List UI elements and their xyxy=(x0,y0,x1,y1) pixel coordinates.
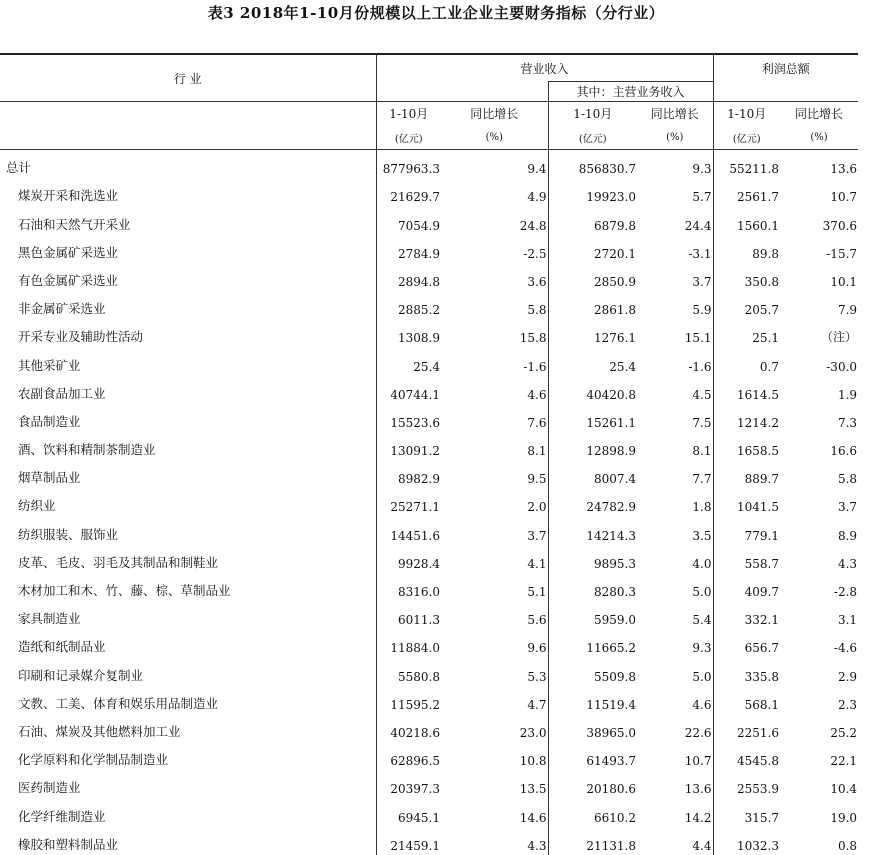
revenue-growth: 3.7 xyxy=(441,516,548,544)
industry-name: 造纸和纸制品业 xyxy=(0,629,376,657)
revenue-growth: 8.1 xyxy=(441,432,548,460)
table-row xyxy=(0,798,858,826)
profit-value: 89.8 xyxy=(752,246,780,261)
industry-name: 纺织业 xyxy=(0,488,376,516)
revenue-value: 25.4 xyxy=(413,359,440,374)
main-revenue-growth: 5.0 xyxy=(637,657,713,685)
revenue-growth: 14.6 xyxy=(441,798,548,826)
profit-value: 332.1 xyxy=(744,613,780,628)
revenue-value: 9928.4 xyxy=(398,556,440,571)
revenue-value: 6945.1 xyxy=(398,810,440,825)
profit-value: 1032.3 xyxy=(737,838,780,853)
profit-value: 4545.8 xyxy=(737,754,780,769)
revenue-value: 62896.5 xyxy=(390,754,440,769)
main-revenue-growth: 7.5 xyxy=(637,404,713,432)
profit-growth: 2.3 xyxy=(837,697,858,712)
industry-name: 其他采矿业 xyxy=(0,347,376,375)
profit-value: 335.8 xyxy=(744,669,780,684)
profit-growth: -4.6 xyxy=(833,641,858,656)
revenue-value: 11595.2 xyxy=(390,697,440,712)
table-row xyxy=(0,827,858,855)
main-revenue-value: 856830.7 xyxy=(578,162,636,177)
profit-value: 2553.9 xyxy=(737,782,780,797)
industry-name: 家具制造业 xyxy=(0,601,376,629)
main-growth-header: 同比增长 xyxy=(637,102,713,126)
revenue-value: 877963.3 xyxy=(382,162,440,177)
revenue-growth: 9.6 xyxy=(441,629,548,657)
industry-name: 烟草制品业 xyxy=(0,460,376,488)
revenue-value: 11884.0 xyxy=(390,641,440,656)
main-revenue-growth: 24.4 xyxy=(637,206,713,234)
main-revenue-growth: 1.8 xyxy=(637,488,713,516)
main-revenue-value: 40420.8 xyxy=(586,387,636,402)
revenue-value: 13091.2 xyxy=(390,444,440,459)
revenue-value: 21459.1 xyxy=(390,838,440,853)
main-revenue-value: 15261.1 xyxy=(586,415,636,430)
revenue-value: 15523.6 xyxy=(390,415,440,430)
revenue-value: 1308.9 xyxy=(398,331,440,346)
industry-name: 有色金属矿采选业 xyxy=(0,263,376,291)
revenue-growth-header: 同比增长 xyxy=(441,102,548,126)
revenue-value: 8982.9 xyxy=(398,472,440,487)
main-revenue-value: 20180.6 xyxy=(586,782,636,797)
main-revenue-value: 14214.3 xyxy=(586,528,636,543)
profit-growth-unit: (%) xyxy=(780,125,858,150)
main-revenue-value: 5509.8 xyxy=(594,669,636,684)
profit-value: 1658.5 xyxy=(737,444,780,459)
main-revenue-growth: 13.6 xyxy=(637,770,713,798)
profit-growth: 8.9 xyxy=(837,528,858,543)
main-revenue-value: 8280.3 xyxy=(594,585,636,599)
profit-growth-header: 同比增长 xyxy=(795,107,844,121)
industry-name: 化学原料和化学制品制造业 xyxy=(0,742,376,770)
revenue-value: 2885.2 xyxy=(398,303,440,318)
main-revenue-growth: 5.4 xyxy=(637,601,713,629)
industry-name: 石油、煤炭及其他燃料加工业 xyxy=(0,714,376,742)
main-revenue-growth: 4.6 xyxy=(637,686,713,714)
industry-name: 印刷和记录媒介复制业 xyxy=(0,657,376,685)
main-revenue-growth: -1.6 xyxy=(637,347,713,375)
industry-name: 总计 xyxy=(0,150,376,179)
table-row xyxy=(0,742,858,770)
profit-value: 1614.5 xyxy=(737,387,780,402)
industry-name: 煤炭开采和洗选业 xyxy=(0,178,376,206)
revenue-value: 14451.6 xyxy=(390,528,440,543)
industry-name: 农副食品加工业 xyxy=(0,376,376,404)
table-row xyxy=(0,770,858,798)
main-revenue-growth: 5.0 xyxy=(637,573,713,601)
industry-name: 黑色金属矿采选业 xyxy=(0,235,376,263)
main-business-group-header: 其中：主营业务收入 xyxy=(548,82,713,102)
profit-growth: 7.9 xyxy=(837,303,858,318)
revenue-growth: 5.1 xyxy=(441,573,548,601)
revenue-value: 6011.3 xyxy=(398,613,440,628)
main-revenue-value: 2861.8 xyxy=(594,303,636,318)
table-row xyxy=(0,347,858,375)
profit-growth: -30.0 xyxy=(826,359,858,374)
main-revenue-growth: 22.6 xyxy=(637,714,713,742)
profit-value: 55211.8 xyxy=(729,162,780,177)
profit-growth: 4.3 xyxy=(837,556,858,571)
main-revenue-growth: 3.5 xyxy=(637,516,713,544)
profit-value: 2561.7 xyxy=(737,190,780,205)
profit-growth: -15.7 xyxy=(826,246,858,261)
revenue-growth-unit: (%) xyxy=(441,125,548,150)
main-period-header: 1-10月 xyxy=(573,107,613,121)
profit-value: 205.7 xyxy=(744,303,780,318)
table-row xyxy=(0,545,858,573)
profit-value: 558.7 xyxy=(744,556,780,571)
main-revenue-growth: 3.7 xyxy=(637,263,713,291)
main-revenue-value: 9895.3 xyxy=(594,556,636,571)
main-revenue-growth: 8.1 xyxy=(637,432,713,460)
revenue-value: 8316.0 xyxy=(398,585,440,599)
main-revenue-growth: 7.7 xyxy=(637,460,713,488)
table-row xyxy=(0,488,858,516)
industry-name: 皮革、毛皮、羽毛及其制品和制鞋业 xyxy=(0,545,376,573)
main-revenue-value: 11519.4 xyxy=(586,697,636,712)
revenue-growth: 9.4 xyxy=(441,150,548,179)
table-row xyxy=(0,516,858,544)
industry-name: 石油和天然气开采业 xyxy=(0,206,376,234)
main-revenue-growth: 5.9 xyxy=(637,291,713,319)
main-revenue-value: 6879.8 xyxy=(594,218,636,233)
revenue-value: 21629.7 xyxy=(390,190,440,205)
profit-growth: 10.7 xyxy=(830,190,858,205)
table-row xyxy=(0,657,858,685)
profit-growth: 3.1 xyxy=(837,613,858,628)
table-row xyxy=(0,291,858,319)
financial-indicators-table xyxy=(0,53,858,855)
profit-value: 2251.6 xyxy=(737,725,780,740)
profit-value: 25.1 xyxy=(752,331,780,346)
revenue-growth: 10.8 xyxy=(441,742,548,770)
industry-name: 酒、饮料和精制茶制造业 xyxy=(0,432,376,460)
main-revenue-value: 5959.0 xyxy=(594,613,636,628)
profit-growth: 10.1 xyxy=(830,274,858,289)
industry-name: 食品制造业 xyxy=(0,404,376,432)
revenue-growth: 9.5 xyxy=(441,460,548,488)
main-revenue-value: 25.4 xyxy=(609,359,636,374)
profit-period-header: 1-10月 xyxy=(727,107,767,121)
table-row xyxy=(0,714,858,742)
revenue-growth: 7.6 xyxy=(441,404,548,432)
revenue-growth: 5.3 xyxy=(441,657,548,685)
table-row xyxy=(0,319,858,347)
industry-header: 行 业 xyxy=(0,54,376,102)
profit-value: 656.7 xyxy=(744,641,780,656)
profit-growth: 3.7 xyxy=(837,500,858,515)
revenue-value: 40218.6 xyxy=(390,725,440,740)
main-revenue-growth: 9.3 xyxy=(637,150,713,179)
revenue-growth: 5.8 xyxy=(441,291,548,319)
table-row xyxy=(0,235,858,263)
profit-growth: 13.6 xyxy=(830,162,858,177)
profit-growth: 16.6 xyxy=(830,444,858,459)
revenue-growth: -2.5 xyxy=(441,235,548,263)
revenue-value: 2894.8 xyxy=(398,274,440,289)
profit-growth: 370.6 xyxy=(822,218,858,233)
main-revenue-value: 24782.9 xyxy=(586,500,636,515)
industry-name: 开采专业及辅助性活动 xyxy=(0,319,376,347)
profit-growth: 7.3 xyxy=(837,415,858,430)
profit-growth: -2.8 xyxy=(833,585,858,599)
revenue-growth: 24.8 xyxy=(441,206,548,234)
main-unit: (亿元) xyxy=(548,125,637,150)
profit-growth: 1.9 xyxy=(837,387,858,402)
table-row xyxy=(0,206,858,234)
revenue-growth: 13.5 xyxy=(441,770,548,798)
profit-growth: 5.8 xyxy=(837,472,858,487)
table-row-total xyxy=(0,150,858,179)
table-row xyxy=(0,376,858,404)
main-revenue-growth: 5.7 xyxy=(637,178,713,206)
revenue-growth: 23.0 xyxy=(441,714,548,742)
revenue-value: 20397.3 xyxy=(390,782,440,797)
table-row xyxy=(0,263,858,291)
profit-growth: 0.8 xyxy=(837,838,858,853)
revenue-value: 7054.9 xyxy=(398,218,440,233)
table-row xyxy=(0,686,858,714)
main-revenue-value: 2720.1 xyxy=(594,246,636,261)
main-revenue-value: 2850.9 xyxy=(594,274,636,289)
revenue-growth: 2.0 xyxy=(441,488,548,516)
main-revenue-value: 19923.0 xyxy=(586,190,636,205)
industry-name: 文教、工美、体育和娱乐用品制造业 xyxy=(0,686,376,714)
revenue-growth: 4.3 xyxy=(441,827,548,855)
profit-growth: （注） xyxy=(821,330,858,345)
revenue-growth: 5.6 xyxy=(441,601,548,629)
profit-value: 409.7 xyxy=(744,585,780,599)
profit-growth: 19.0 xyxy=(830,810,858,825)
main-revenue-growth: 4.5 xyxy=(637,376,713,404)
revenue-unit: (亿元) xyxy=(376,125,441,150)
industry-name: 化学纤维制造业 xyxy=(0,798,376,826)
profit-growth: 10.4 xyxy=(830,782,858,797)
main-revenue-value: 61493.7 xyxy=(586,754,636,769)
profit-growth: 2.9 xyxy=(837,669,858,684)
main-revenue-value: 1276.1 xyxy=(594,331,636,346)
revenue-growth: 4.6 xyxy=(441,376,548,404)
revenue-value: 40744.1 xyxy=(390,387,440,402)
main-revenue-growth: 14.2 xyxy=(637,798,713,826)
profit-group-header: 利润总额 xyxy=(713,54,858,82)
revenue-value: 25271.1 xyxy=(390,500,440,515)
main-revenue-value: 6610.2 xyxy=(594,810,636,825)
profit-value: 0.7 xyxy=(759,359,780,374)
table-body xyxy=(0,150,858,855)
main-revenue-growth: 10.7 xyxy=(637,742,713,770)
main-revenue-growth: 4.4 xyxy=(637,827,713,855)
main-revenue-value: 21131.8 xyxy=(586,838,636,853)
main-revenue-growth: 15.1 xyxy=(637,319,713,347)
profit-value: 889.7 xyxy=(744,472,780,487)
profit-value: 1560.1 xyxy=(737,218,780,233)
revenue-period-header: 1-10月 xyxy=(376,102,441,126)
table-row xyxy=(0,573,858,601)
main-revenue-growth: -3.1 xyxy=(637,235,713,263)
revenue-growth: -1.6 xyxy=(441,347,548,375)
profit-value: 350.8 xyxy=(744,274,780,289)
profit-value: 779.1 xyxy=(744,528,780,543)
table-row xyxy=(0,432,858,460)
main-revenue-growth: 9.3 xyxy=(637,629,713,657)
main-revenue-value: 11665.2 xyxy=(586,641,636,656)
revenue-growth: 4.7 xyxy=(441,686,548,714)
revenue-group-header: 营业收入 xyxy=(376,54,713,82)
table-row xyxy=(0,460,858,488)
industry-name: 非金属矿采选业 xyxy=(0,291,376,319)
table-row xyxy=(0,404,858,432)
main-revenue-value: 38965.0 xyxy=(586,725,636,740)
industry-name: 医药制造业 xyxy=(0,770,376,798)
revenue-value: 5580.8 xyxy=(398,669,440,684)
main-revenue-value: 12898.9 xyxy=(586,444,636,459)
industry-name: 纺织服装、服饰业 xyxy=(0,516,376,544)
profit-unit: (亿元) xyxy=(713,125,780,150)
profit-value: 568.1 xyxy=(744,697,780,712)
table-row xyxy=(0,178,858,206)
profit-value: 315.7 xyxy=(744,810,780,825)
profit-growth: 22.1 xyxy=(830,754,858,769)
revenue-value: 2784.9 xyxy=(398,246,440,261)
revenue-growth: 15.8 xyxy=(441,319,548,347)
main-revenue-value: 8007.4 xyxy=(594,472,636,487)
profit-value: 1214.2 xyxy=(737,415,780,430)
main-revenue-growth: 4.0 xyxy=(637,545,713,573)
profit-growth: 25.2 xyxy=(830,725,858,740)
revenue-growth: 3.6 xyxy=(441,263,548,291)
table-row xyxy=(0,629,858,657)
industry-name: 木材加工和木、竹、藤、棕、草制品业 xyxy=(0,573,376,601)
industry-name: 橡胶和塑料制品业 xyxy=(0,827,376,855)
revenue-growth: 4.1 xyxy=(441,545,548,573)
table-title: 表3 2018年1-10月份规模以上工业企业主要财务指标（分行业） xyxy=(207,4,665,22)
main-growth-unit: (%) xyxy=(637,125,713,150)
table-row xyxy=(0,601,858,629)
revenue-growth: 4.9 xyxy=(441,178,548,206)
profit-value: 1041.5 xyxy=(737,500,780,515)
